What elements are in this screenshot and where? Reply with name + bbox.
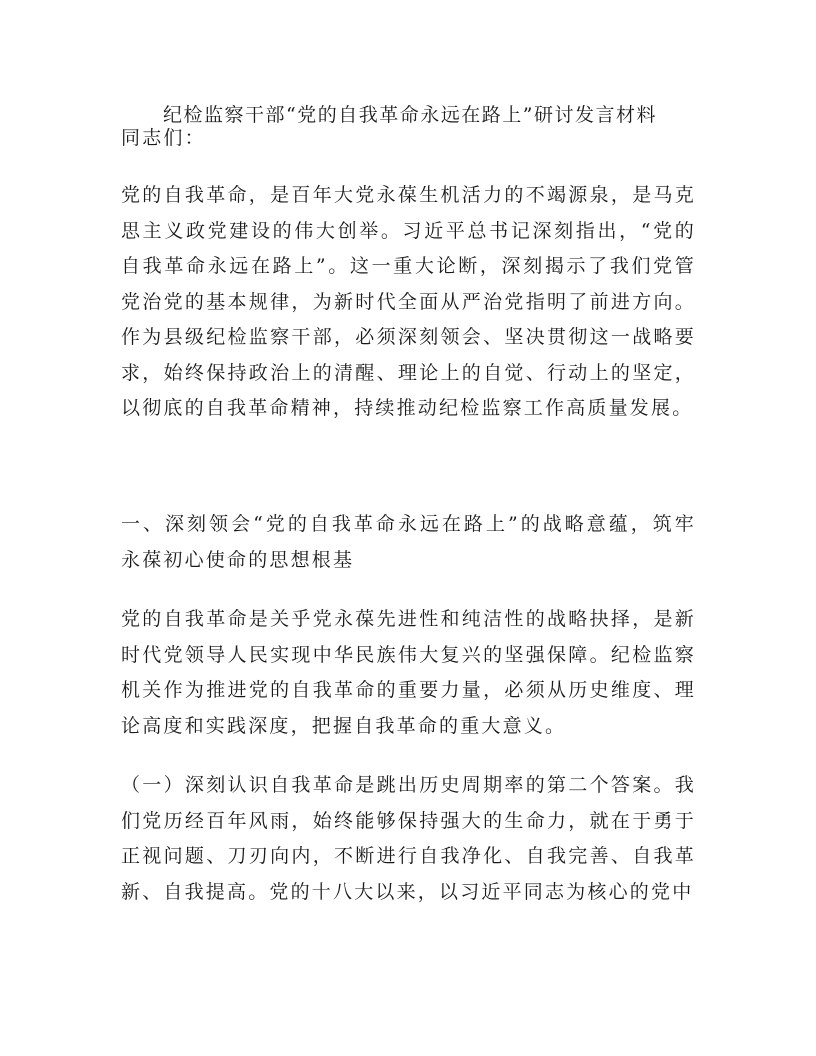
body-paragraph: 党的自我革命是关乎党永葆先进性和纯洁性的战略抉择，是新时代党领导人民实现中华民族伟大复兴的坚强保障。纪检监察机关作为推进党的自我革命的重要力量，必须从历史维度、理论高度和实践深度，把握自我革命的重大意义。 xyxy=(121,608,696,737)
document-title: 纪检监察干部“党的自我革命永远在路上”研讨发言材料 xyxy=(163,104,657,126)
intro-paragraph: 党的自我革命，是百年大党永葆生机活力的不竭源泉，是马克思主义政党建设的伟大创举。习近平总书记深刻指出，“党的自我革命永远在路上”。这一重大论断，深刻揭示了我们党管党治党的基本规律，为新时代全面从严治党指明了前进方向。作为县级纪检监察干部，必须深刻领会、坚决贯彻这一战略要求，始终保持政治上的清醒、理论上的自觉、行动上的坚定，以彻底的自我革命精神，持续推动纪检监察工作高质量发展。 xyxy=(121,184,696,419)
greeting: 同志们： xyxy=(121,127,206,149)
subsection-paragraph-1: （一）深刻认识自我革命是跳出历史周期率的第二个答案。我们党历经百年风雨，始终能够保持强大的生命力，就在于勇于正视问题、刀刃向内，不断进行自我净化、自我完善、自我革新、自我提高。党的十八大以来，以习近平同志为核心的党中 xyxy=(121,774,696,903)
section-heading-1: 一、深刻领会“党的自我革命永远在路上”的战略意蕴，筑牢永葆初心使命的思想根基 xyxy=(121,513,696,571)
